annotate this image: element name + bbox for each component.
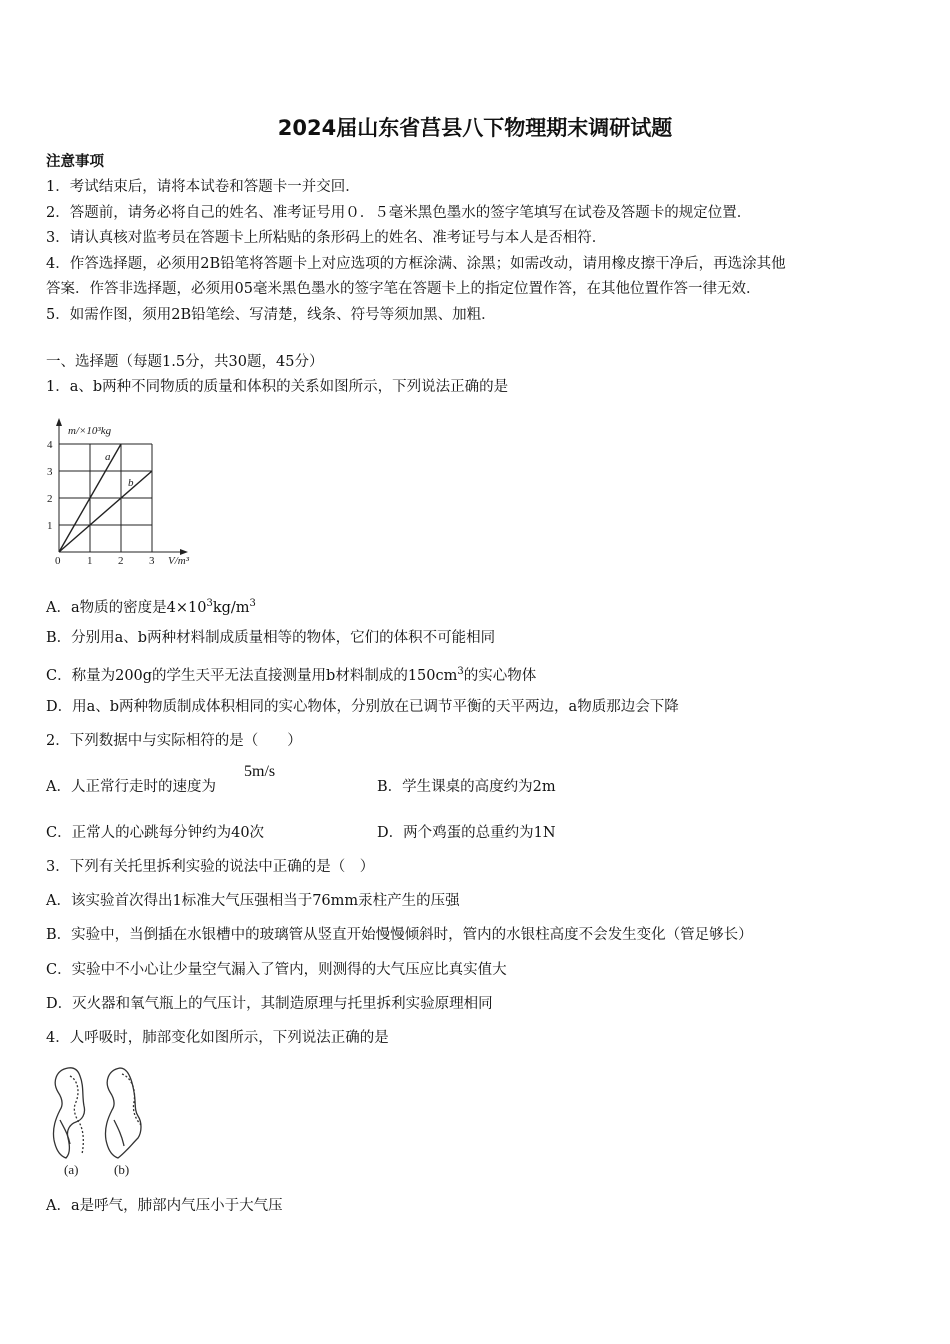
lung-a-outline xyxy=(53,1068,84,1158)
figure-label-a: (a) xyxy=(64,1162,79,1177)
question-3-option-d: D．灭火器和氧气瓶上的气压计，其制造原理与托里拆利实验原理相同 xyxy=(46,996,493,1012)
notice-item: 1．考试结束后，请将本试卷和答题卡一并交回． xyxy=(46,179,360,195)
question-2-option-c: C．正常人的心跳每分钟约为40次 xyxy=(46,825,265,841)
question-2-option-a: A．人正常行走时的速度为 xyxy=(46,779,216,795)
line-b xyxy=(59,471,152,552)
x-tick-label: 2 xyxy=(118,555,124,567)
lung-a-dashed xyxy=(70,1076,83,1154)
y-axis-arrow xyxy=(56,418,62,426)
question-3-option-a: A．该实验首次得出1标准大气压强相当于76mm汞柱产生的压强 xyxy=(46,893,460,909)
question-2-option-d: D．两个鸡蛋的总重约为1N xyxy=(377,825,556,841)
line-a-label: a xyxy=(105,451,111,463)
question-1-option-b: B．分别用a、b两种材料制成质量相等的物体，它们的体积不可能相同 xyxy=(46,630,496,646)
y-tick-label: 2 xyxy=(47,493,53,505)
x-axis-label: V/m³ xyxy=(168,555,190,567)
y-tick-label: 1 xyxy=(47,520,53,532)
figure-label-b: (b) xyxy=(114,1162,130,1177)
section-heading: 一、选择题（每题1.5分，共30题，45分） xyxy=(46,354,324,370)
speed-unit: 5m/s xyxy=(244,763,276,780)
lung-b-inner xyxy=(114,1120,124,1146)
y-tick-label: 4 xyxy=(47,439,53,451)
x-tick-label: 3 xyxy=(149,555,155,567)
mass-volume-graph xyxy=(44,414,204,572)
question-3-option-b: B．实验中，当倒插在水银槽中的玻璃管从竖直开始慢慢倾斜时，管内的水银柱高度不会发生变化（管足够长） xyxy=(46,927,753,943)
question-2-option-b: B．学生课桌的高度约为2m xyxy=(377,779,556,795)
y-tick-label: 3 xyxy=(47,466,53,478)
question-3-option-c: C．实验中不小心让少量空气漏入了管内，则测得的大气压应比真实值大 xyxy=(46,962,507,978)
question-4-option-a: A．a是呼气，肺部内气压小于大气压 xyxy=(46,1198,283,1214)
x-tick-label: 1 xyxy=(87,555,93,567)
question-1-option-a: A．a物质的密度是$4\times 10^3kg/m^3$ xyxy=(46,598,256,616)
question-1-option-d: D．用a、b两种物质制成体积相同的实心物体，分别放在已调节平衡的天平两边，a物质那边会下降 xyxy=(46,699,679,715)
notice-item: 4．作答选择题，必须用2B铅笔将答题卡上对应选项的方框涂满、涂黑；如需改动，请用橡皮擦干净后，再选涂其他 xyxy=(46,256,786,272)
y-axis-label: m/×10³kg xyxy=(68,425,112,437)
notice-item: 5．如需作图，须用2B铅笔绘、写清楚，线条、符号等须加黑、加粗． xyxy=(46,307,496,323)
question-1-option-c: C．称量为200g的学生天平无法直接测量用b材料制成的$150cm^3$的实心物体 xyxy=(46,666,537,684)
notice-item: 2．答题前，请务必将自己的姓名、准考证号用０．５毫米黑色墨水的签字笔填写在试卷及答题卡的规定位置． xyxy=(46,205,752,221)
line-b-label: b xyxy=(128,477,134,489)
lung-a-inner xyxy=(60,1120,70,1144)
question-3-stem: 3．下列有关托里拆利实验的说法中正确的是（ ） xyxy=(46,859,375,875)
question-2-stem: 2．下列数据中与实际相符的是（ ） xyxy=(46,733,302,749)
notice-item: 答案．作答非选择题，必须用05毫米黑色墨水的签字笔在答题卡上的指定位置作答，在其他位置作答一律无效． xyxy=(46,281,761,297)
x-tick-label: 0 xyxy=(55,555,61,567)
question-4-stem: 4．人呼吸时，肺部变化如图所示，下列说法正确的是 xyxy=(46,1030,389,1046)
notice-item: 3．请认真核对监考员在答题卡上所粘贴的条形码上的姓名、准考证号与本人是否相符． xyxy=(46,230,607,246)
page-title: 2024届山东省莒县八下物理期末调研试题 xyxy=(277,116,673,140)
question-1-stem: 1．a、b两种不同物质的质量和体积的关系如图所示，下列说法正确的是 xyxy=(46,379,509,395)
breathing-figure xyxy=(46,1062,158,1180)
notice-heading: 注意事项 xyxy=(46,153,104,170)
